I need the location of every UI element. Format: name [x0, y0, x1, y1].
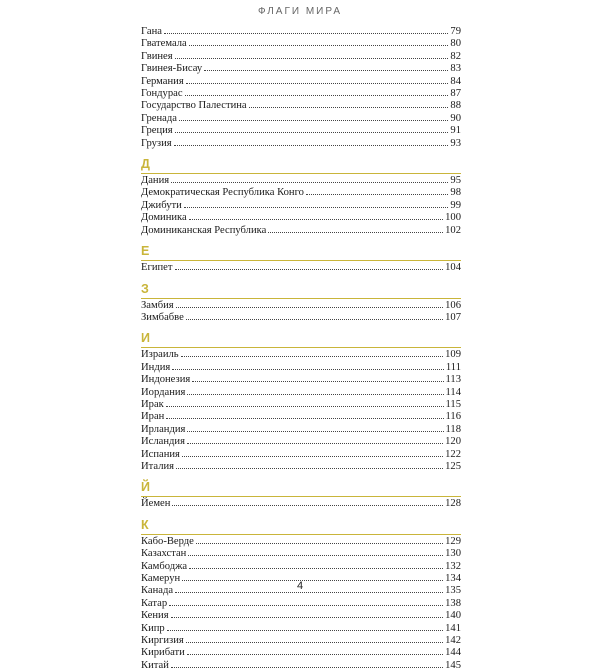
- entry-country-name: Кения: [141, 610, 169, 622]
- entry-page-number: 128: [445, 498, 461, 510]
- dot-leader: [186, 319, 443, 320]
- section-divider: [141, 496, 461, 497]
- section-letter: И: [141, 331, 150, 346]
- section-divider: [141, 534, 461, 535]
- dot-leader: [175, 58, 449, 59]
- dot-leader: [184, 207, 449, 208]
- toc-entry: [141, 63, 461, 75]
- entry-country-name: Иран: [141, 411, 165, 423]
- entry-page-number: 135: [445, 585, 461, 597]
- toc-entry: [141, 38, 461, 50]
- entry-country-name: Канада: [141, 585, 174, 597]
- toc-entry: [141, 623, 461, 635]
- entry-page-number: 109: [445, 349, 461, 361]
- entry-country-name: Китай: [141, 659, 169, 671]
- toc-section: [141, 26, 461, 150]
- dot-leader: [187, 431, 443, 432]
- toc-section: [141, 481, 461, 510]
- entry-page-number: 144: [445, 647, 461, 659]
- dot-leader: [249, 107, 449, 108]
- entry-page-number: 140: [445, 610, 461, 622]
- dot-leader: [187, 443, 443, 444]
- entry-country-name: Киргизия: [141, 635, 184, 647]
- toc-entry: [141, 26, 461, 38]
- dot-leader: [172, 505, 443, 506]
- entry-country-name: Замбия: [141, 299, 174, 311]
- entry-country-name: Кипр: [141, 622, 165, 634]
- entry-page-number: 120: [445, 436, 461, 448]
- toc-entry: [141, 436, 461, 448]
- entry-country-name: Катар: [141, 597, 168, 609]
- entry-page-number: 116: [445, 411, 461, 423]
- toc-entry: [141, 125, 461, 137]
- toc-entry: [141, 175, 461, 187]
- entry-page-number: 111: [445, 361, 461, 373]
- section-divider: [141, 347, 461, 348]
- entry-page-number: 145: [445, 659, 461, 671]
- entry-page-number: 95: [450, 175, 461, 187]
- dot-leader: [186, 642, 443, 643]
- entry-page-number: 122: [445, 448, 461, 460]
- dot-leader: [181, 356, 443, 357]
- toc-entry: [141, 200, 461, 212]
- dot-leader: [187, 654, 443, 655]
- entry-page-number: 87: [450, 88, 461, 100]
- entry-page-number: 84: [450, 75, 461, 87]
- entry-country-name: Гвинея-Бисау: [141, 63, 203, 75]
- toc-entry: [141, 536, 461, 548]
- section-letter: К: [141, 517, 149, 532]
- toc-section: [141, 283, 461, 325]
- toc-entry: [141, 561, 461, 573]
- dot-leader: [189, 219, 443, 220]
- entry-country-name: Дания: [141, 175, 170, 187]
- toc-section: [141, 158, 461, 237]
- dot-leader: [187, 394, 443, 395]
- entry-country-name: Демократическая Республика Конго: [141, 187, 304, 199]
- entry-country-name: Италия: [141, 460, 175, 472]
- entry-page-number: 99: [450, 199, 461, 211]
- section-letter: Е: [141, 244, 150, 259]
- entry-country-name: Гондурас: [141, 88, 183, 100]
- entry-page-number: 113: [445, 374, 461, 386]
- toc-entry: [141, 349, 461, 361]
- entry-page-number: 142: [445, 635, 461, 647]
- toc-entry: [141, 449, 461, 461]
- toc-entry: [141, 300, 461, 312]
- entry-page-number: 102: [445, 224, 461, 236]
- dot-leader: [174, 145, 449, 146]
- entry-country-name: Греция: [141, 125, 173, 137]
- entry-country-name: Германия: [141, 75, 184, 87]
- entry-country-name: Джибути: [141, 199, 182, 211]
- entry-country-name: Египет: [141, 262, 173, 274]
- dot-leader: [172, 369, 444, 370]
- toc-entry: [141, 399, 461, 411]
- toc-entry: [141, 76, 461, 88]
- dot-leader: [169, 605, 443, 606]
- entry-country-name: Доминика: [141, 212, 187, 224]
- entry-page-number: 79: [450, 26, 461, 37]
- dot-leader: [175, 269, 444, 270]
- section-letter: Й: [141, 480, 150, 495]
- entry-page-number: 107: [445, 311, 461, 323]
- dot-leader: [268, 232, 443, 233]
- entry-page-number: 138: [445, 597, 461, 609]
- entry-page-number: 141: [445, 622, 461, 634]
- entry-country-name: Йемен: [141, 498, 171, 510]
- section-divider: [141, 298, 461, 299]
- toc-entry: [141, 138, 461, 150]
- toc-section: [141, 519, 461, 672]
- toc-entry: [141, 88, 461, 100]
- entry-country-name: Доминиканская Республика: [141, 224, 267, 236]
- entry-country-name: Кабо-Верде: [141, 535, 194, 547]
- entry-country-name: Испания: [141, 448, 180, 460]
- entry-country-name: Израиль: [141, 349, 179, 361]
- entry-page-number: 88: [450, 100, 461, 112]
- entry-country-name: Иордания: [141, 386, 186, 398]
- dot-leader: [186, 83, 449, 84]
- entry-country-name: Казахстан: [141, 548, 187, 560]
- dot-leader: [179, 120, 448, 121]
- toc-entry: [141, 411, 461, 423]
- dot-leader: [189, 45, 449, 46]
- toc-entry: [141, 362, 461, 374]
- dot-leader: [171, 182, 448, 183]
- toc-entry: [141, 660, 461, 672]
- dot-leader: [176, 468, 443, 469]
- toc-section: [141, 332, 461, 473]
- entry-page-number: 83: [450, 63, 461, 75]
- running-header: ФЛАГИ МИРА: [257, 6, 343, 17]
- dot-leader: [306, 194, 448, 195]
- entry-page-number: 130: [445, 548, 461, 560]
- dot-leader: [189, 568, 443, 569]
- entry-page-number: 82: [450, 50, 461, 62]
- entry-country-name: Кирибати: [141, 647, 185, 659]
- entry-country-name: Индонезия: [141, 374, 191, 386]
- toc-entry: [141, 312, 461, 324]
- section-divider: [141, 260, 461, 261]
- entry-page-number: 129: [445, 535, 461, 547]
- toc-entry: [141, 387, 461, 399]
- entry-country-name: Ирак: [141, 398, 164, 410]
- table-of-contents: [141, 26, 461, 672]
- entry-page-number: 125: [445, 460, 461, 472]
- dot-leader: [164, 33, 448, 34]
- dot-leader: [204, 70, 448, 71]
- entry-country-name: Индия: [141, 361, 171, 373]
- entry-page-number: 93: [450, 137, 461, 149]
- toc-entry: [141, 635, 461, 647]
- entry-country-name: Зимбабве: [141, 311, 184, 323]
- toc-entry: [141, 262, 461, 274]
- dot-leader: [171, 617, 444, 618]
- toc-entry: [141, 225, 461, 237]
- section-letter: З: [141, 281, 149, 296]
- dot-leader: [188, 555, 443, 556]
- entry-country-name: Камбоджа: [141, 560, 188, 572]
- toc-entry: [141, 647, 461, 659]
- dot-leader: [182, 456, 443, 457]
- toc-entry: [141, 113, 461, 125]
- toc-entry: [141, 610, 461, 622]
- entry-country-name: Ирландия: [141, 423, 186, 435]
- entry-country-name: Гренада: [141, 112, 177, 124]
- toc-entry: [141, 212, 461, 224]
- toc-entry: [141, 187, 461, 199]
- dot-leader: [192, 381, 443, 382]
- dot-leader: [185, 95, 449, 96]
- entry-page-number: 91: [450, 125, 461, 137]
- entry-page-number: 90: [450, 112, 461, 124]
- dot-leader: [167, 630, 443, 631]
- entry-page-number: 104: [445, 262, 461, 274]
- dot-leader: [196, 543, 443, 544]
- toc-entry: [141, 100, 461, 112]
- entry-country-name: Исландия: [141, 436, 185, 448]
- dot-leader: [166, 418, 443, 419]
- entry-country-name: Гана: [141, 26, 162, 37]
- entry-page-number: 134: [445, 573, 461, 584]
- entry-page-number: 106: [445, 299, 461, 311]
- dot-leader: [175, 592, 443, 593]
- entry-page-number: 115: [445, 398, 461, 410]
- entry-page-number: 118: [445, 423, 461, 435]
- dot-leader: [166, 406, 444, 407]
- dot-leader: [171, 667, 443, 668]
- toc-entry: [141, 51, 461, 63]
- toc-entry: [141, 374, 461, 386]
- entry-page-number: 100: [445, 212, 461, 224]
- dot-leader: [175, 132, 449, 133]
- entry-country-name: Камерун: [141, 573, 181, 584]
- entry-country-name: Гвинея: [141, 50, 173, 62]
- toc-entry: [141, 548, 461, 560]
- entry-page-number: 132: [445, 560, 461, 572]
- toc-entry: [141, 424, 461, 436]
- entry-country-name: Государство Палестина: [141, 100, 247, 112]
- section-letter: Д: [141, 157, 150, 172]
- entry-country-name: Гватемала: [141, 38, 187, 50]
- section-divider: [141, 173, 461, 174]
- toc-section: [141, 245, 461, 274]
- entry-page-number: 114: [445, 386, 461, 398]
- toc-entry: [141, 498, 461, 510]
- page-number: 4: [296, 580, 304, 592]
- toc-entry: [141, 461, 461, 473]
- entry-page-number: 80: [450, 38, 461, 50]
- entry-country-name: Грузия: [141, 137, 172, 149]
- entry-page-number: 98: [450, 187, 461, 199]
- dot-leader: [176, 307, 443, 308]
